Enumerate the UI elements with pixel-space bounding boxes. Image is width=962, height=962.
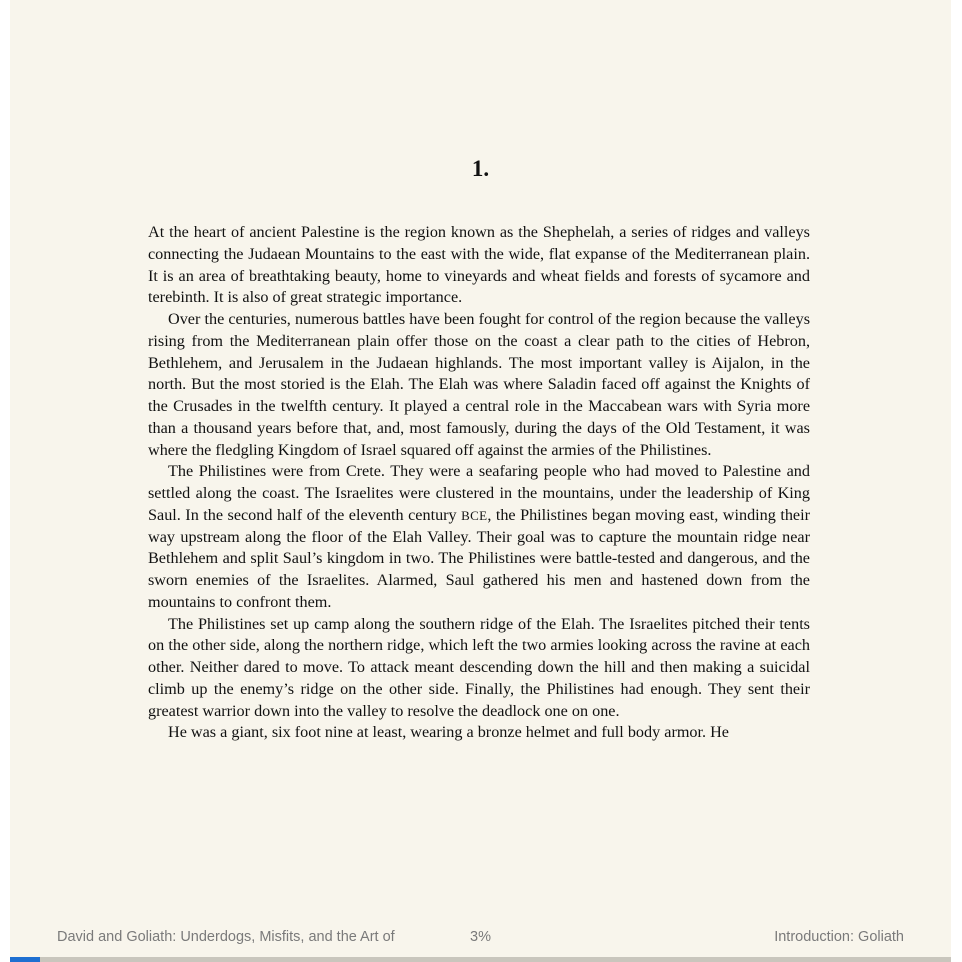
book-text xyxy=(148,222,810,744)
paragraph-2: Over the centuries, numerous battles have been fought for control of the region because the valleys rising from the Mediterranean plain offer those on the coast a clear path to the cities of Hebron, Bethlehem, and Jerusalem in the Judaean highlands. The most important valley is Aijalon, in the north. But the most storied is the Elah. The Elah was where Saladin faced off against the Knights of the Crusades in the twelfth century. It played a central role in the Maccabean wars with Syria more than a thousand years before that, and, most famously, during the days of the Old Testament, it was where the fledgling Kingdom of Israel squared off against the armies of the Philistines. xyxy=(148,310,810,459)
era-abbreviation: BCE xyxy=(461,507,488,523)
paragraph-5: He was a giant, six foot nine at least, wearing a bronze helmet and full body armor. He xyxy=(168,723,729,742)
footer-book-title: David and Goliath: Underdogs, Misfits, and the Art of xyxy=(57,929,395,945)
footer-chapter-title[interactable]: Introduction: Goliath xyxy=(774,929,904,945)
footer-progress-percent: 3% xyxy=(470,929,491,945)
paragraph-3 xyxy=(148,461,810,613)
paragraph-3-part-1: The Philistines were from Crete. They were a seafaring people who had moved to Palestine and settled along the coast. The Israelites were clustered in the mountains, under the leadership of King Saul. In the second half of the eleventh century xyxy=(148,462,810,524)
reader-footer xyxy=(10,926,951,948)
reader-page[interactable] xyxy=(10,0,951,962)
chapter-number: 1. xyxy=(471,156,490,181)
reading-progress-fill xyxy=(10,957,40,962)
paragraph-4: The Philistines set up camp along the southern ridge of the Elah. The Israelites pitched their tents on the other side, along the northern ridge, which left the two armies looking across the ravine at each other. Neither dared to move. To attack meant descending down the hill and then making a suicidal climb up the enemy’s ridge on the other side. Finally, the Philistines had enough. They sent their greatest warrior down into the valley to resolve the deadlock one on one. xyxy=(148,614,810,720)
paragraph-3-part-2: , the Philistines began moving east, winding their way upstream along the floor of the Elah Valley. Their goal was to capture the mountain ridge near Bethlehem and split Saul’s kingdom in two. The Philistines were battle-tested and dangerous, and the sworn enemies of the Israelites. Alarmed, Saul gathered his men and hastened down from the mountains to confront them. xyxy=(148,505,810,611)
paragraph-1: At the heart of ancient Palestine is the region known as the Shephelah, a series of ridges and valleys connecting the Judaean Mountains to the east with the wide, flat expanse of the Mediterranean plain. It is an area of breathtaking beauty, home to vineyards and wheat fields and forests of sycamore and terebinth. It is also of great strategic importance. xyxy=(148,223,810,307)
reading-progress-bar[interactable] xyxy=(10,957,951,962)
